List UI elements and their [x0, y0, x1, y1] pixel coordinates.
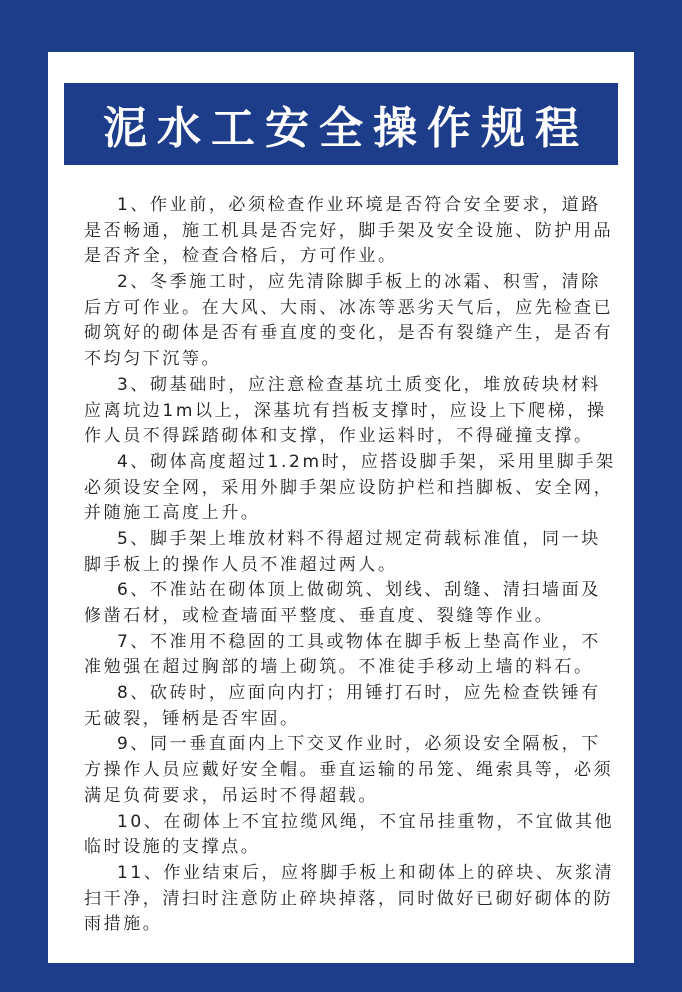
rule-item — [84, 527, 624, 578]
title-banner — [64, 83, 618, 165]
rule-line: 5、脚手架上堆放材料不得超过规定荷载标准值，同一块 — [117, 528, 601, 549]
rule-line: 后方可作业。在大风、大雨、冰冻等恶劣天气后，应先检查已 — [84, 297, 614, 318]
rule-line: 1、作业前，必须检查作业环境是否符合安全要求，道路 — [117, 195, 601, 215]
rule-line: 11、作业结束后，应将脚手板上和砌体上的碎块、灰浆清 — [117, 862, 615, 883]
rule-line: 2、冬季施工时，应先清除脚手板上的冰霜、积雪，清除 — [117, 272, 601, 293]
rule-line: 满足负荷要求，吊运时不得超载。 — [84, 785, 378, 806]
sign-panel — [48, 52, 634, 963]
rule-line: 雨措施。 — [84, 914, 163, 935]
rule-item — [84, 270, 624, 373]
rule-line: 是否畅通，施工机具是否完好，脚手架及安全设施、防护用品 — [84, 220, 614, 241]
rule-line: 8、砍砖时，应面向内打；用锤打石时，应先检查铁锤有 — [117, 683, 601, 704]
rule-item — [84, 861, 624, 938]
rules-list — [84, 193, 624, 938]
rule-line: 是否齐全，检查合格后，方可作业。 — [84, 246, 398, 267]
page-title: 泥水工安全操作规程 — [103, 103, 589, 154]
rule-line: 并随施工高度上升。 — [84, 503, 261, 524]
rule-line: 准勉强在超过胸部的墙上砌筑。不准徒手移动上墙的料石。 — [84, 657, 594, 678]
rule-line: 扫干净，清扫时注意防止碎块掉落，同时做好已砌好砌体的防 — [84, 888, 614, 909]
rule-line: 7、不准用不稳固的工具或物体在脚手板上垫高作业，不 — [117, 631, 601, 652]
rule-line: 应离坑边1m以上，深基坑有挡板支撑时，应设上下爬梯，操 — [84, 400, 607, 421]
rule-line: 作人员不得踩踏砌体和支撑，作业运料时，不得碰撞支撑。 — [84, 426, 594, 447]
rule-line: 3、砌基础时，应注意检查基坑土质变化，堆放砖块材料 — [117, 374, 601, 395]
rule-line: 脚手板上的操作人员不准超过两人。 — [84, 554, 398, 575]
rule-line: 10、在砌体上不宜拉缆风绳，不宜吊挂重物，不宜做其他 — [117, 811, 615, 832]
rule-line: 不均匀下沉等。 — [84, 349, 222, 370]
rule-item — [84, 681, 624, 732]
rule-line: 无破裂，锤柄是否牢固。 — [84, 708, 300, 729]
rule-line: 9、同一垂直面内上下交叉作业时，必须设安全隔板，下 — [117, 734, 601, 755]
rule-item — [84, 578, 624, 629]
rule-item — [84, 810, 624, 861]
rule-line: 必须设安全网，采用外脚手架应设防护栏和挡脚板、安全网， — [84, 477, 614, 498]
rule-line: 6、不准站在砌体顶上做砌筑、划线、刮缝、清扫墙面及 — [117, 580, 601, 601]
rule-item — [84, 450, 624, 527]
rule-line: 方操作人员应戴好安全帽。垂直运输的吊笼、绳索具等，必须 — [84, 760, 614, 781]
rule-line: 修凿石材，或检查墙面平整度、垂直度、裂缝等作业。 — [84, 606, 555, 626]
rule-item — [84, 373, 624, 450]
rule-item — [84, 732, 624, 809]
rule-item — [84, 630, 624, 681]
rule-line: 砌筑好的砌体是否有垂直度的变化，是否有裂缝产生，是否有 — [84, 323, 614, 344]
rule-line: 临时设施的支撑点。 — [84, 837, 261, 858]
rule-item — [84, 193, 624, 270]
rule-line: 4、砌体高度超过1.2m时，应搭设脚手架，采用里脚手架 — [117, 451, 616, 472]
